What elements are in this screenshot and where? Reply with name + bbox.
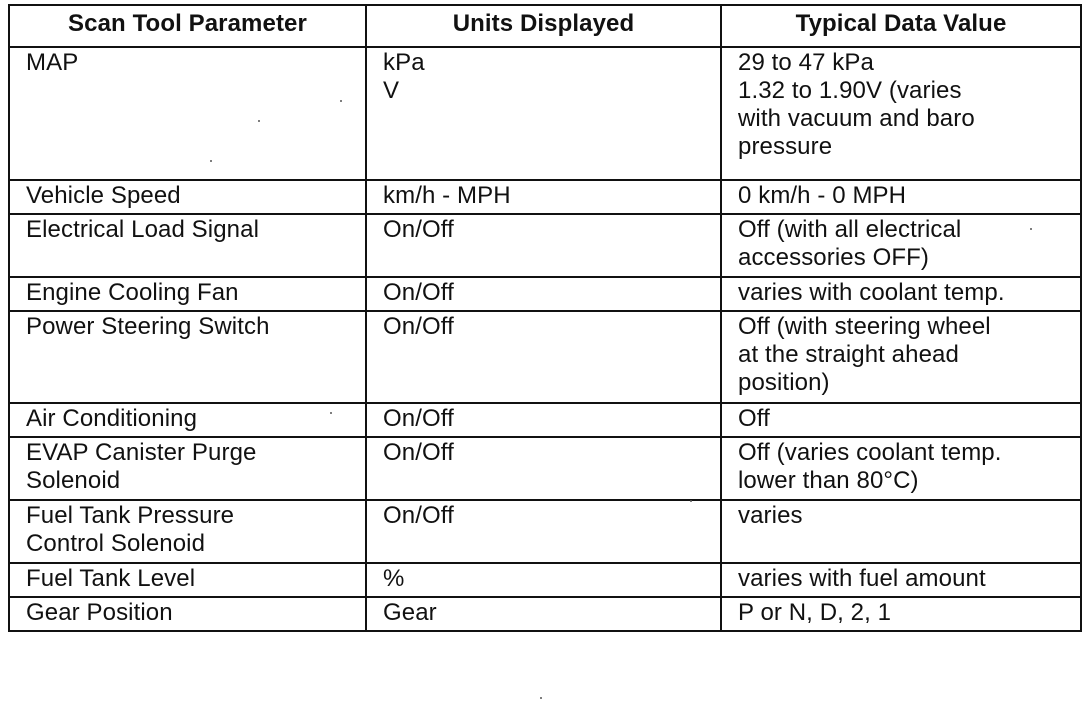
typical-value-cell: 29 to 47 kPa 1.32 to 1.90V (varies with vacuum and baro pressure xyxy=(721,47,1081,180)
units-cell: kPa V xyxy=(366,47,721,180)
typical-value-cell: Off xyxy=(721,403,1081,437)
parameter-cell: Power Steering Switch xyxy=(9,311,366,403)
table-row xyxy=(9,277,1081,311)
table-row xyxy=(9,437,1081,500)
table-row xyxy=(9,563,1081,597)
parameter-cell: EVAP Canister Purge Solenoid xyxy=(9,437,366,500)
typical-value-cell: Off (with steering wheel at the straight ahead position) xyxy=(721,311,1081,403)
typical-value-cell: varies with coolant temp. xyxy=(721,277,1081,311)
scan-speck xyxy=(540,697,542,699)
table-row xyxy=(9,311,1081,403)
table-row xyxy=(9,403,1081,437)
units-cell: On/Off xyxy=(366,437,721,500)
scan-tool-data-sheet xyxy=(8,4,1080,632)
typical-value-cell: varies with fuel amount xyxy=(721,563,1081,597)
scan-speck xyxy=(330,412,332,414)
typical-value-cell: Off (varies coolant temp. lower than 80°C) xyxy=(721,437,1081,500)
typical-value-cell: P or N, D, 2, 1 xyxy=(721,597,1081,631)
parameter-cell: Fuel Tank Level xyxy=(9,563,366,597)
header-units-displayed: Units Displayed xyxy=(366,5,721,47)
parameter-cell: Vehicle Speed xyxy=(9,180,366,214)
parameter-cell: Fuel Tank Pressure Control Solenoid xyxy=(9,500,366,563)
typical-value-cell: 0 km/h - 0 MPH xyxy=(721,180,1081,214)
scan-speck xyxy=(210,160,212,162)
units-cell: km/h - MPH xyxy=(366,180,721,214)
parameter-cell: Engine Cooling Fan xyxy=(9,277,366,311)
scan-speck xyxy=(340,100,342,102)
units-cell: On/Off xyxy=(366,403,721,437)
parameter-cell: Gear Position xyxy=(9,597,366,631)
table-row xyxy=(9,597,1081,631)
scan-speck xyxy=(258,120,260,122)
typical-value-cell: Off (with all electrical accessories OFF) xyxy=(721,214,1081,277)
header-typical-data-value: Typical Data Value xyxy=(721,5,1081,47)
units-cell: Gear xyxy=(366,597,721,631)
table-header-row xyxy=(9,5,1081,47)
units-cell: % xyxy=(366,563,721,597)
units-cell: On/Off xyxy=(366,277,721,311)
units-cell: On/Off xyxy=(366,214,721,277)
parameter-cell: MAP xyxy=(9,47,366,180)
scan-speck xyxy=(1030,228,1032,230)
table-row xyxy=(9,47,1081,180)
parameter-cell: Electrical Load Signal xyxy=(9,214,366,277)
units-cell: On/Off xyxy=(366,311,721,403)
table-row xyxy=(9,180,1081,214)
header-scan-tool-parameter: Scan Tool Parameter xyxy=(9,5,366,47)
units-cell: On/Off xyxy=(366,500,721,563)
table-row xyxy=(9,500,1081,563)
typical-value-cell: varies xyxy=(721,500,1081,563)
scan-tool-parameter-table xyxy=(8,4,1082,632)
parameter-cell: Air Conditioning xyxy=(9,403,366,437)
table-row xyxy=(9,214,1081,277)
scan-speck xyxy=(690,500,692,502)
